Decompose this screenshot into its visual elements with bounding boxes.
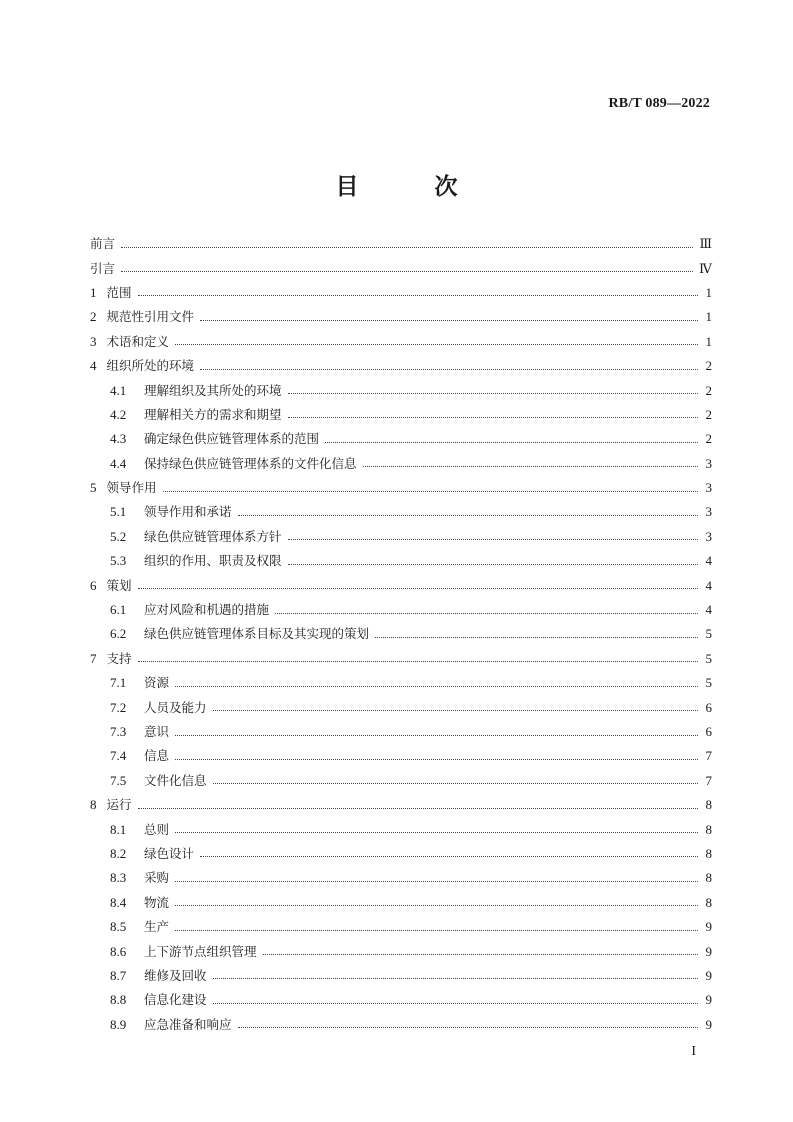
toc-entry-page: 5	[705, 675, 712, 691]
toc-entry-page: 7	[705, 748, 712, 764]
toc-entry-page: 9	[705, 943, 712, 959]
toc-entry-page: 5	[705, 650, 712, 666]
dot-leader	[200, 369, 698, 370]
toc-entry-number: 8.2	[110, 845, 127, 861]
dot-leader	[175, 686, 698, 687]
toc-entry-number: 4.3	[110, 431, 127, 447]
toc-entry-number: 4	[90, 358, 97, 374]
toc-entry-page: 9	[705, 919, 712, 935]
toc-entry-label	[90, 407, 282, 423]
dot-leader	[175, 930, 698, 931]
toc-entry[interactable]	[90, 598, 712, 622]
toc-entry-page: 2	[705, 358, 712, 374]
toc-entry-number: 6.2	[110, 626, 127, 642]
toc-entry-label	[90, 748, 169, 764]
dot-leader	[288, 539, 698, 540]
toc-entry-title: 理解组织及其所处的环境	[144, 382, 282, 398]
toc-entry-label	[90, 895, 169, 911]
dot-leader	[163, 491, 698, 492]
toc-entry-title: 领导作用和承诺	[144, 504, 232, 520]
table-of-contents	[90, 232, 712, 1037]
toc-entry-title: 文件化信息	[144, 772, 207, 788]
toc-entry-number: 7.4	[110, 748, 127, 764]
toc-entry[interactable]	[90, 452, 712, 476]
toc-entry[interactable]	[90, 769, 712, 793]
toc-entry-number: 5.2	[110, 528, 127, 544]
toc-entry[interactable]	[90, 671, 712, 695]
dot-leader	[175, 759, 698, 760]
toc-entry-title: 范围	[106, 284, 132, 300]
dot-leader	[213, 710, 698, 711]
toc-entry[interactable]	[90, 1013, 712, 1037]
dot-leader	[288, 417, 698, 418]
toc-entry[interactable]	[90, 403, 712, 427]
toc-entry-number: 7.5	[110, 772, 127, 788]
toc-entry[interactable]	[90, 525, 712, 549]
toc-entry-label	[90, 1017, 232, 1033]
toc-entry-label	[90, 797, 132, 813]
toc-entry-label	[90, 846, 194, 862]
toc-entry-label	[90, 431, 319, 447]
toc-entry-title: 前言	[90, 236, 116, 252]
toc-entry-label	[90, 261, 115, 277]
dot-leader	[138, 808, 698, 809]
toc-entry-label	[90, 724, 169, 740]
toc-entry-page: 3	[705, 528, 712, 544]
toc-entry-number: 7.2	[110, 699, 127, 715]
toc-entry-title: 保持绿色供应链管理体系的文件化信息	[144, 455, 357, 471]
toc-entry-number: 3	[90, 333, 97, 349]
toc-entry-number: 4.1	[110, 382, 127, 398]
dot-leader	[213, 1003, 698, 1004]
document-code: RB/T 089—2022	[608, 96, 710, 111]
toc-entry-page: Ⅲ	[699, 236, 712, 252]
toc-entry-page: 1	[705, 284, 712, 300]
toc-entry-page: 2	[705, 382, 712, 398]
toc-entry-number: 5.3	[110, 553, 127, 569]
toc-entry-label	[90, 822, 169, 838]
toc-entry[interactable]	[90, 817, 712, 841]
toc-entry-label	[90, 553, 282, 569]
toc-entry[interactable]	[90, 622, 712, 646]
toc-entry-title: 确定绿色供应链管理体系的范围	[144, 431, 320, 447]
toc-entry[interactable]	[90, 744, 712, 768]
toc-entry-number: 5.1	[110, 504, 127, 520]
dot-leader	[175, 735, 698, 736]
toc-entry-number: 7	[90, 650, 97, 666]
toc-entry-title: 意识	[144, 724, 170, 739]
toc-entry[interactable]	[90, 281, 712, 305]
toc-entry-label	[90, 529, 282, 545]
toc-entry-page: 4	[705, 553, 712, 569]
toc-entry[interactable]	[90, 720, 712, 744]
dot-leader	[175, 881, 698, 882]
toc-entry-label	[90, 236, 115, 252]
toc-entry[interactable]	[90, 549, 712, 573]
toc-entry[interactable]	[90, 891, 712, 915]
toc-entry-title: 应急准备和响应	[144, 1016, 232, 1032]
toc-entry-page: 8	[705, 821, 712, 837]
dot-leader	[238, 515, 698, 516]
dot-leader	[138, 661, 698, 662]
toc-entry-title: 信息	[144, 748, 170, 764]
toc-entry[interactable]	[90, 354, 712, 378]
dot-leader	[275, 613, 698, 614]
toc-entry[interactable]	[90, 988, 712, 1012]
toc-entry-number: 8.5	[110, 919, 127, 935]
toc-entry-title: 绿色供应链管理体系目标及其实现的策划	[144, 626, 370, 642]
toc-entry-title: 应对风险和机遇的措施	[144, 602, 270, 618]
dot-leader	[175, 344, 698, 345]
dot-leader	[238, 1027, 698, 1028]
toc-entry-label	[90, 968, 207, 984]
dot-leader	[121, 271, 693, 272]
toc-entry-label	[90, 700, 207, 716]
toc-entry-page: 9	[705, 992, 712, 1008]
dot-leader	[200, 320, 698, 321]
dot-leader	[375, 637, 698, 638]
toc-entry[interactable]	[90, 427, 712, 451]
dot-leader	[263, 954, 698, 955]
toc-entry-number: 1	[90, 284, 97, 300]
toc-entry-page: 8	[705, 797, 712, 813]
toc-entry-number: 8.1	[110, 821, 127, 837]
toc-entry-title: 领导作用	[106, 480, 157, 496]
toc-entry-title: 维修及回收	[144, 967, 207, 983]
toc-entry[interactable]	[90, 378, 712, 402]
toc-entry-page: 1	[705, 309, 712, 325]
toc-entry-number: 5	[90, 480, 97, 496]
toc-entry-number: 8	[90, 797, 97, 813]
dot-leader	[213, 783, 698, 784]
page-number: I	[691, 1044, 696, 1059]
toc-entry[interactable]	[90, 330, 712, 354]
toc-entry[interactable]	[90, 793, 712, 817]
toc-entry-title: 信息化建设	[144, 992, 207, 1008]
toc-entry[interactable]	[90, 866, 712, 890]
toc-entry-page: Ⅳ	[699, 260, 712, 276]
toc-entry-title: 物流	[144, 894, 170, 910]
toc-entry-title: 采购	[144, 870, 170, 886]
toc-entry-page: 8	[705, 870, 712, 886]
toc-entry[interactable]	[90, 476, 712, 500]
toc-entry-label	[90, 870, 169, 886]
toc-entry-label	[90, 944, 257, 960]
toc-entry-label	[90, 480, 157, 496]
toc-entry[interactable]	[90, 842, 712, 866]
toc-entry-page: 5	[705, 626, 712, 642]
toc-entry-label	[90, 578, 132, 594]
toc-entry[interactable]	[90, 305, 712, 329]
toc-entry-page: 3	[705, 480, 712, 496]
toc-entry-label	[90, 504, 232, 520]
toc-entry-page: 2	[705, 431, 712, 447]
toc-entry[interactable]	[90, 915, 712, 939]
toc-entry-title: 支持	[106, 650, 132, 666]
toc-entry-title: 术语和定义	[106, 333, 170, 349]
dot-leader	[138, 295, 698, 296]
dot-leader	[175, 832, 698, 833]
toc-entry-title: 理解相关方的需求和期望	[144, 406, 282, 422]
toc-entry[interactable]	[90, 573, 712, 597]
toc-entry-label	[90, 309, 194, 325]
toc-entry-label	[90, 675, 169, 691]
toc-entry[interactable]	[90, 964, 712, 988]
toc-entry-title: 资源	[144, 675, 170, 691]
toc-entry-title: 上下游节点组织管理	[144, 943, 257, 959]
dot-leader	[213, 978, 698, 979]
toc-entry-number: 8.8	[110, 992, 127, 1008]
toc-entry-title: 绿色设计	[144, 845, 195, 861]
toc-entry-page: 3	[705, 455, 712, 471]
toc-entry-label	[90, 334, 169, 350]
toc-entry-title: 引言	[90, 260, 116, 276]
toc-entry-title: 总则	[144, 821, 170, 837]
dot-leader	[325, 442, 698, 443]
toc-entry-label	[90, 456, 357, 472]
toc-entry-title: 人员及能力	[144, 699, 207, 715]
toc-entry-title: 规范性引用文件	[106, 309, 195, 325]
toc-entry-title: 组织的作用、职责及权限	[144, 553, 282, 569]
toc-entry-label	[90, 285, 132, 301]
toc-entry-page: 6	[705, 699, 712, 715]
toc-entry-label	[90, 773, 207, 789]
toc-entry-title: 运行	[106, 797, 132, 813]
toc-entry-number: 8.3	[110, 870, 127, 886]
dot-leader	[363, 466, 698, 467]
toc-entry-page: 2	[705, 406, 712, 422]
toc-entry-number: 4.2	[110, 406, 127, 422]
dot-leader	[288, 393, 698, 394]
toc-entry-number: 7.1	[110, 675, 127, 691]
dot-leader	[288, 564, 698, 565]
toc-entry[interactable]	[90, 939, 712, 963]
toc-entry-number: 8.9	[110, 1016, 127, 1032]
dot-leader	[175, 905, 698, 906]
toc-entry-label	[90, 626, 369, 642]
toc-entry-title: 生产	[144, 919, 170, 935]
toc-entry-page: 4	[705, 577, 712, 593]
toc-entry-label	[90, 651, 132, 667]
toc-entry-number: 7.3	[110, 724, 127, 739]
toc-entry[interactable]	[90, 232, 712, 256]
toc-entry-label	[90, 919, 169, 935]
toc-entry[interactable]	[90, 695, 712, 719]
toc-entry-number: 2	[90, 309, 97, 325]
toc-entry-number: 6.1	[110, 602, 127, 618]
toc-entry-label	[90, 358, 194, 374]
dot-leader	[121, 247, 693, 248]
toc-entry-page: 8	[705, 894, 712, 910]
toc-entry-number: 4.4	[110, 455, 127, 471]
toc-entry[interactable]	[90, 256, 712, 280]
toc-entry-number: 6	[90, 577, 97, 593]
toc-entry-page: 3	[705, 504, 712, 520]
toc-entry-label	[90, 992, 207, 1008]
toc-entry[interactable]	[90, 647, 712, 671]
toc-entry-label	[90, 602, 269, 618]
toc-entry-number: 8.7	[110, 967, 127, 983]
toc-entry-page: 8	[705, 845, 712, 861]
toc-title: 目 次	[335, 174, 492, 200]
dot-leader	[200, 856, 698, 857]
toc-entry-page: 9	[705, 1016, 712, 1032]
toc-entry-page: 6	[705, 724, 712, 739]
toc-entry-page: 1	[705, 333, 712, 349]
toc-entry-title: 策划	[106, 577, 132, 593]
toc-entry-number: 8.4	[110, 894, 127, 910]
dot-leader	[138, 588, 698, 589]
toc-entry-page: 9	[705, 967, 712, 983]
toc-entry-label	[90, 383, 282, 399]
toc-entry-title: 绿色供应链管理体系方针	[144, 528, 282, 544]
toc-entry[interactable]	[90, 500, 712, 524]
toc-entry-page: 7	[705, 772, 712, 788]
toc-entry-page: 4	[705, 602, 712, 618]
toc-entry-title: 组织所处的环境	[106, 358, 195, 374]
toc-entry-number: 8.6	[110, 943, 127, 959]
